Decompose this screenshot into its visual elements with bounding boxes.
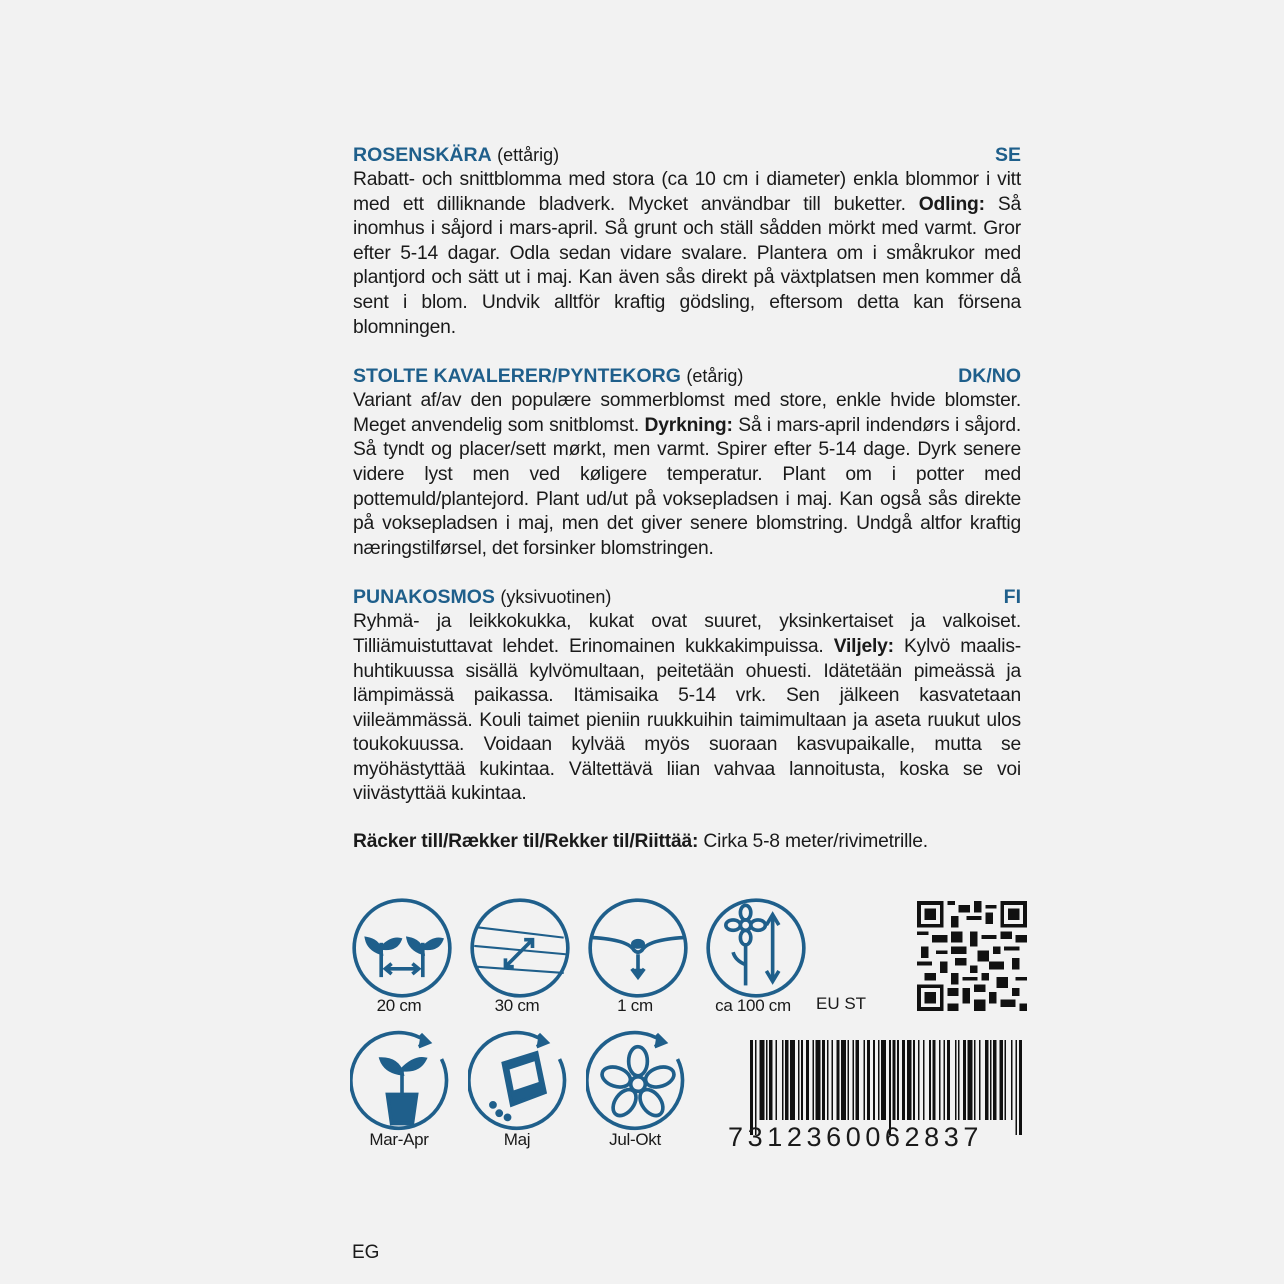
section-note: (ettårig) xyxy=(497,145,560,165)
barcode-bar xyxy=(755,1040,757,1135)
barcode-bar xyxy=(923,1040,925,1120)
barcode-bar xyxy=(897,1040,899,1120)
language-code: DK/NO xyxy=(958,365,1021,388)
plant-spacing-label: 20 cm xyxy=(376,996,422,1015)
barcode-bar xyxy=(750,1040,753,1135)
barcode-bar xyxy=(848,1040,850,1120)
barcode-bar xyxy=(913,1040,915,1120)
eu-standard-label: EU ST xyxy=(816,994,867,1013)
seed-packet-text xyxy=(353,142,1021,854)
section-body: Rabatt- och snittblomma med stora (ca 10 cm i diameter) enkla blommor i vitt med ett dilliknande bladverk. Mycket användbar till buketter. Odling: Så inomhus i såjord i mars-april. Så grunt och ställ sådden mörkt med varmt. Gror efter 5-14 dagar. Odla sedan vidare svalare. Plantera om i småkrukor med plantjord och sätt ut i maj. Kan även sås direkt på växtplatsen men kommer då sent i blom. Undvik alltför kraftig gödsling, eftersom detta kan försena blomningen. xyxy=(353,169,1021,338)
section-dk-no xyxy=(353,363,1021,561)
row-spacing-icon xyxy=(468,896,572,1000)
barcode-bar xyxy=(864,1040,866,1120)
barcode-bar xyxy=(878,1040,880,1120)
row-spacing-label: 30 cm xyxy=(494,996,540,1015)
barcode-bar xyxy=(832,1040,834,1120)
barcode-bar xyxy=(955,1040,957,1120)
barcode-bar xyxy=(760,1040,765,1120)
barcode-bar xyxy=(974,1040,976,1120)
plant-spacing-icon xyxy=(350,896,454,1000)
flowering-label: Jul-Okt xyxy=(609,1130,661,1149)
barcode-bar xyxy=(766,1040,768,1120)
sow-outdoors-icon xyxy=(468,1030,572,1134)
barcode-icon xyxy=(750,1040,1022,1135)
sow-indoors-label: Mar-Apr xyxy=(369,1130,429,1149)
barcode-bar xyxy=(902,1040,905,1120)
section-se xyxy=(353,142,1021,340)
sow-outdoors-label: Maj xyxy=(503,1130,531,1149)
barcode-bar xyxy=(806,1040,809,1120)
flowering-icon xyxy=(586,1030,690,1134)
barcode-bar xyxy=(990,1040,992,1120)
section-body: Variant af/av den populære sommerblomst med store, enkle hvide blomster. Meget anvendelig som snitblomst. Dyrkning: Så i mars-april indendørs i såjord. Så tyndt og placer/sett mørkt, men varmt. Spirer efter 5-14 dage. Dyrk senere videre lyst men ved køligere temperatur. Plant om i potter med pottemuld/plantejord. Plant ud/ut på voksepladsen i maj. Kan også sås direkte på voksepladsen i maj, men det giver senere blomstring. Undgå altfor kraftig næringstilførsel, det forsinker blomstringen. xyxy=(353,390,1022,559)
barcode-bar xyxy=(958,1040,960,1120)
barcode-bar xyxy=(856,1040,859,1120)
barcode-bar xyxy=(944,1040,946,1120)
barcode-bar xyxy=(841,1040,846,1120)
barcode-bar xyxy=(881,1040,886,1120)
barcode-bar xyxy=(968,1040,973,1120)
barcode-bar xyxy=(979,1040,981,1120)
section-title: STOLTE KAVALERER/PYNTEKORG xyxy=(353,365,681,388)
barcode-bar xyxy=(816,1040,821,1120)
section-body: Ryhmä- ja leikkokukka, kukat ovat suuret, yksinkertaiset ja valkoiset. Tilliämuistuttavat lehdet. Erinomainen kukkakimpuissa. Viljely: Kylvö maalis-huhtikuussa sisällä kylvömultaan, peitetään ohuesti. Idätetään pimeässä ja lämpimässä paikassa. Itämisaika 5-14 vrk. Sen jälkeen kasvatetaan viileämmässä. Kouli taimet pieniin ruukkuihin taimimultaan ja aseta ruukut ulos toukokuussa. Voidaan kylvää myös suoraan kasvupaikalle, mutta se myöhästyttää kukintaa. Vältettävä liian vahvaa lannoitusta, koska se voi viivästyttää kukintaa. xyxy=(353,611,1022,805)
yield-line: Räcker till/Rækker til/Rekker til/Riittää: Cirka 5-8 meter/rivimetrille. xyxy=(353,831,928,853)
language-code: FI xyxy=(1003,586,1021,609)
barcode-bar xyxy=(907,1040,912,1120)
barcode-bar xyxy=(836,1040,839,1120)
barcode-bar xyxy=(1004,1040,1006,1120)
barcode-bar xyxy=(963,1040,966,1120)
barcode-bar xyxy=(790,1040,795,1120)
barcode-bar xyxy=(929,1040,931,1120)
barcode-bar xyxy=(873,1040,875,1120)
plant-height-icon xyxy=(704,896,808,1000)
section-note: (etårig) xyxy=(686,366,744,387)
qr-code-icon xyxy=(917,901,1027,1011)
barcode-bar xyxy=(867,1040,870,1120)
barcode-bar xyxy=(892,1040,895,1120)
barcode-bar xyxy=(776,1040,778,1120)
barcode-bar xyxy=(1016,1040,1018,1135)
barcode-bar xyxy=(889,1040,891,1135)
barcode-bar xyxy=(918,1040,920,1120)
sowing-depth-icon xyxy=(586,896,690,1000)
barcode-bar xyxy=(932,1040,935,1120)
barcode-bar xyxy=(798,1040,800,1120)
section-note: (yksivuotinen) xyxy=(500,587,612,608)
barcode-bar xyxy=(985,1040,988,1120)
section-fi xyxy=(353,584,1021,807)
barcode-bar xyxy=(782,1040,784,1120)
barcode-bar xyxy=(993,1040,996,1120)
barcode-bar xyxy=(812,1040,814,1120)
barcode-bar xyxy=(769,1040,772,1120)
barcode-bar xyxy=(827,1040,829,1120)
barcode-bar xyxy=(1011,1040,1013,1120)
section-title: PUNAKOSMOS xyxy=(353,586,495,609)
barcode-bar xyxy=(801,1040,803,1120)
footer-code: EG xyxy=(352,1242,380,1263)
barcode-bar xyxy=(1019,1040,1022,1135)
barcode-bar xyxy=(822,1040,825,1120)
barcode-number: 7312360062837 xyxy=(728,1122,984,1152)
language-code: SE xyxy=(994,144,1021,166)
barcode-bar xyxy=(852,1040,854,1120)
barcode-bar xyxy=(939,1040,941,1120)
barcode-bar xyxy=(1000,1040,1003,1120)
barcode-bar xyxy=(947,1040,950,1120)
sow-indoors-icon xyxy=(350,1030,454,1134)
barcode-bar xyxy=(785,1040,788,1120)
section-title: ROSENSKÄRA xyxy=(353,144,492,166)
plant-height-label: ca 100 cm xyxy=(715,996,791,1015)
sowing-depth-label: 1 cm xyxy=(617,996,653,1015)
